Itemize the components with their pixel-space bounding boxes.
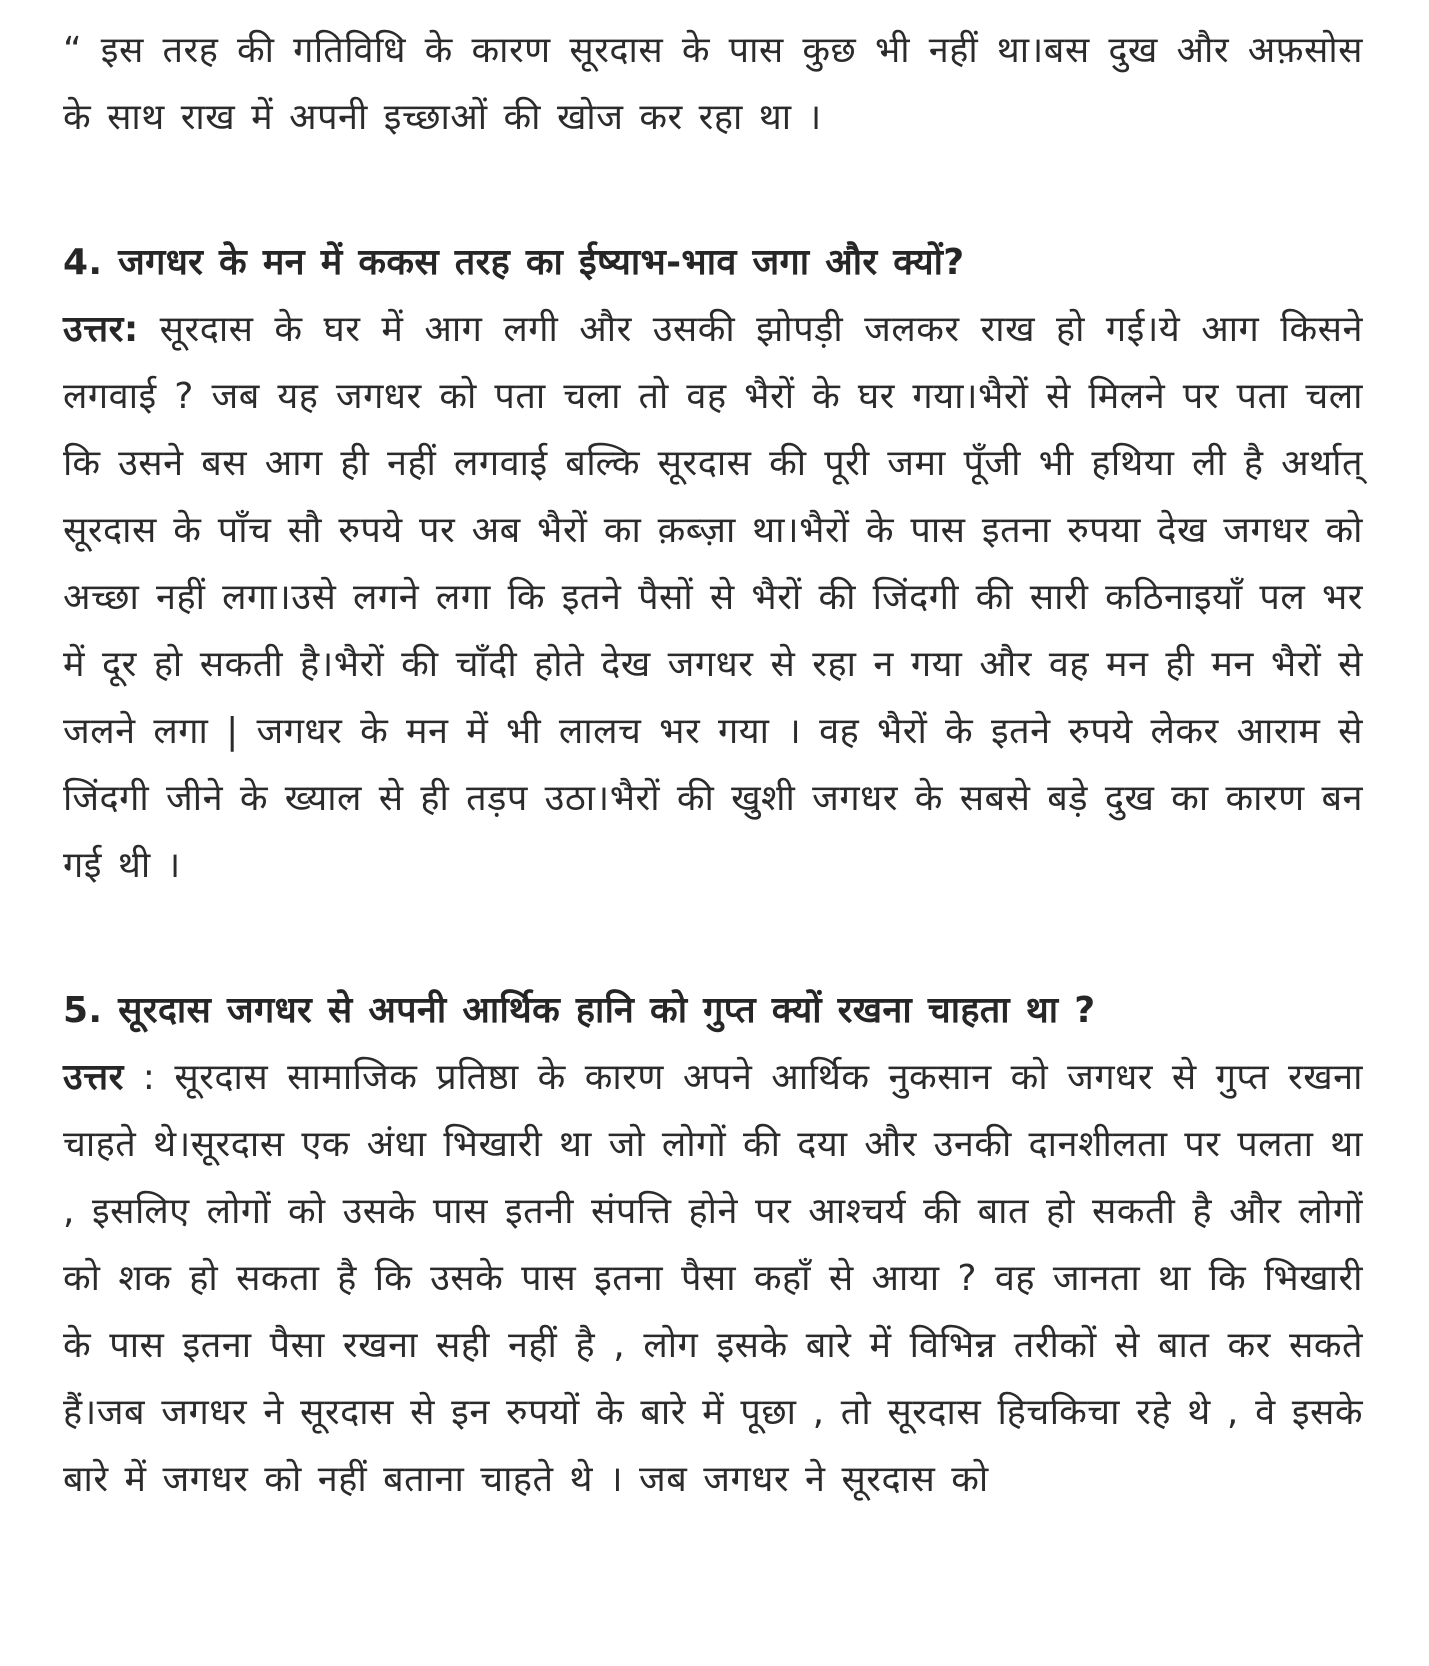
- document-page: [63, 0, 1363, 1513]
- question-5-heading: 5. सूरदास जगधर से अपनी आर्थिक हानि को गुप्त क्यों रखना चाहता था ?: [63, 990, 1096, 1031]
- answer-4-text: सूरदास के घर में आग लगी और उसकी झोपड़ी जलकर राख हो गई।ये आग किसने लगवाई ? जब यह जगधर को पता चला तो वह भैरों के घर गया।भैरों से मिलने पर पता चला कि उसने बस आग ही नहीं लगवाई बल्कि सूरदास की पूरी जमा पूँजी भी हथिया ली है अर्थात् सूरदास के पाँच सौ रुपये पर अब भैरों का क़ब्ज़ा था।भैरों के पास इतना रुपया देख जगधर को अच्छा नहीं लगा।उसे लगने लगा कि इतने पैसों से भैरों की जिंदगी की सारी कठिनाइयाँ पल भर में दूर हो सकती है।भैरों की चाँदी होते देख जगधर से रहा न गया और वह मन ही मन भैरों से जलने लगा | जगधर के मन में भी लालच भर गया । वह भैरों के इतने रुपये लेकर आराम से जिंदगी जीने के ख्याल से ही तड़प उठा।भैरों की खुशी जगधर के सबसे बड़े दुख का कारण बन गई थी ।: [63, 309, 1363, 886]
- intro-paragraph: “ इस तरह की गतिविधि के कारण सूरदास के पास कुछ भी नहीं था।बस दुख और अफ़सोस के साथ राख में अपनी इच्छाओं की खोज कर रहा था ।: [63, 30, 1363, 138]
- question-4-heading: 4. जगधर के मन में ककस तरह का ईष्याभ-भाव जगा और क्यों?: [63, 242, 965, 283]
- section-gap: [63, 899, 1363, 977]
- answer-5-label: उत्तर: [63, 1057, 124, 1098]
- answer-4-label: उत्तर:: [63, 309, 139, 350]
- answer-5-text: : सूरदास सामाजिक प्रतिष्ठा के कारण अपने आर्थिक नुकसान को जगधर से गुप्त रखना चाहते थे।सूरदास एक अंधा भिखारी था जो लोगों की दया और उनकी दानशीलता पर पलता था , इसलिए लोगों को उसके पास इतनी संपत्ति होने पर आश्चर्य की बात हो सकती है और लोगों को शक हो सकता है कि उसके पास इतना पैसा कहाँ से आया ? वह जानता था कि भिखारी के पास इतना पैसा रखना सही नहीं है , लोग इसके बारे में विभिन्न तरीकों से बात कर सकते हैं।जब जगधर ने सूरदास से इन रुपयों के बारे में पूछा , तो सूरदास हिचकिचा रहे थे , वे इसके बारे में जगधर को नहीं बताना चाहते थे । जब जगधर ने सूरदास को: [63, 1057, 1363, 1500]
- section-gap: [63, 151, 1363, 229]
- answer-4-paragraph: [63, 296, 1363, 899]
- answer-5-paragraph: [63, 1044, 1363, 1513]
